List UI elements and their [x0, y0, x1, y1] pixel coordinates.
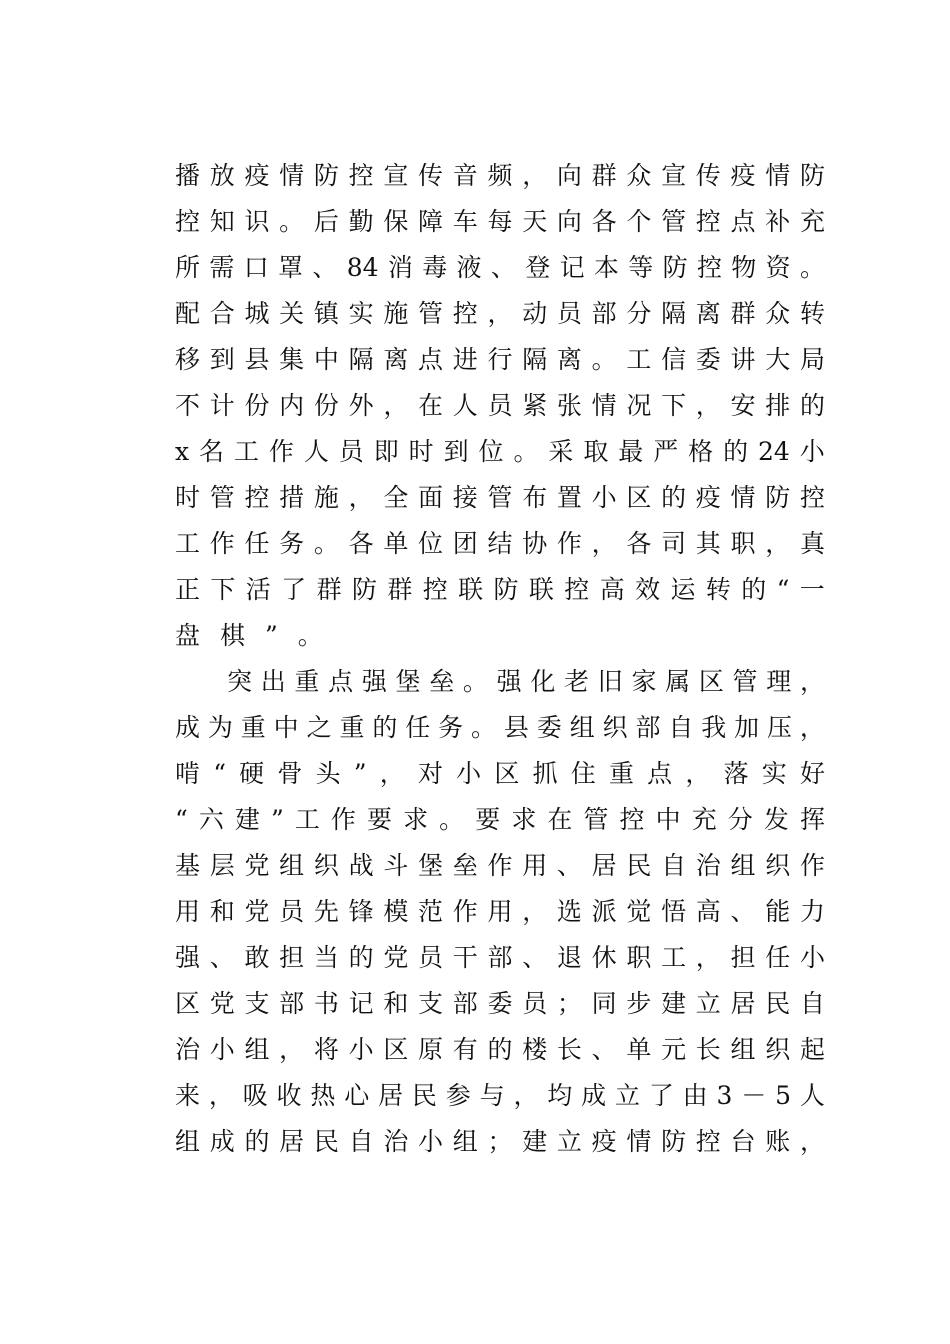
text-line: 工 作 任 务 。 各 单 位 团 结 协 作 ， 各 司 其 职 ， 真 — [175, 529, 825, 558]
body-text — [175, 153, 825, 1165]
text-line: 强 、 敢 担 当 的 党 员 干 部 、 退 休 职 工 ， 担 任 小 — [175, 943, 825, 972]
text-line: 啃 “ 硬 骨 头 ” ， 对 小 区 抓 住 重 点 ， 落 实 好 — [175, 759, 825, 788]
text-line: 治 小 组 ， 将 小 区 原 有 的 楼 长 、 单 元 长 组 织 起 — [175, 1035, 825, 1064]
text-line: x 名 工 作 人 员 即 时 到 位 。 采 取 最 严 格 的 24 小 — [175, 437, 825, 466]
text-line: 移 到 县 集 中 隔 离 点 进 行 隔 离 。 工 信 委 讲 大 局 — [175, 345, 825, 374]
paragraph-1 — [175, 153, 825, 659]
text-line: 所 需 口 罩 、 84 消 毒 液 、 登 记 本 等 防 控 物 资 。 — [175, 253, 825, 282]
text-line: 盘棋”。 — [175, 621, 343, 650]
text-line: 控 知 识 。 后 勤 保 障 车 每 天 向 各 个 管 控 点 补 充 — [175, 207, 825, 236]
text-line: 突 出 重 点 强 堡 垒 。 强 化 老 旧 家 属 区 管 理 ， — [227, 667, 825, 696]
text-line: 用 和 党 员 先 锋 模 范 作 用 ， 选 派 觉 悟 高 、 能 力 — [175, 897, 825, 926]
text-line: 基 层 党 组 织 战 斗 堡 垒 作 用 、 居 民 自 治 组 织 作 — [175, 851, 825, 880]
text-line: 不 计 份 内 份 外 ， 在 人 员 紧 张 情 况 下 ， 安 排 的 — [175, 391, 825, 420]
text-line: 来 ， 吸 收 热 心 居 民 参 与 ， 均 成 立 了 由 3 － 5 人 — [175, 1081, 825, 1110]
text-line: 组 成 的 居 民 自 治 小 组 ； 建 立 疫 情 防 控 台 账 ， — [175, 1127, 825, 1156]
text-line: 区 党 支 部 书 记 和 支 部 委 员 ； 同 步 建 立 居 民 自 — [175, 989, 825, 1018]
text-line: “ 六 建 ” 工 作 要 求 。 要 求 在 管 控 中 充 分 发 挥 — [175, 805, 825, 834]
text-line: 配 合 城 关 镇 实 施 管 控 ， 动 员 部 分 隔 离 群 众 转 — [175, 299, 825, 328]
paragraph-2 — [175, 659, 825, 1165]
text-line: 成 为 重 中 之 重 的 任 务 。 县 委 组 织 部 自 我 加 压 ， — [175, 713, 825, 742]
text-line: 正 下 活 了 群 防 群 控 联 防 联 控 高 效 运 转 的 “ 一 — [175, 575, 825, 604]
text-line: 播 放 疫 情 防 控 宣 传 音 频 ， 向 群 众 宣 传 疫 情 防 — [175, 161, 825, 190]
text-line: 时 管 控 措 施 ， 全 面 接 管 布 置 小 区 的 疫 情 防 控 — [175, 483, 825, 512]
